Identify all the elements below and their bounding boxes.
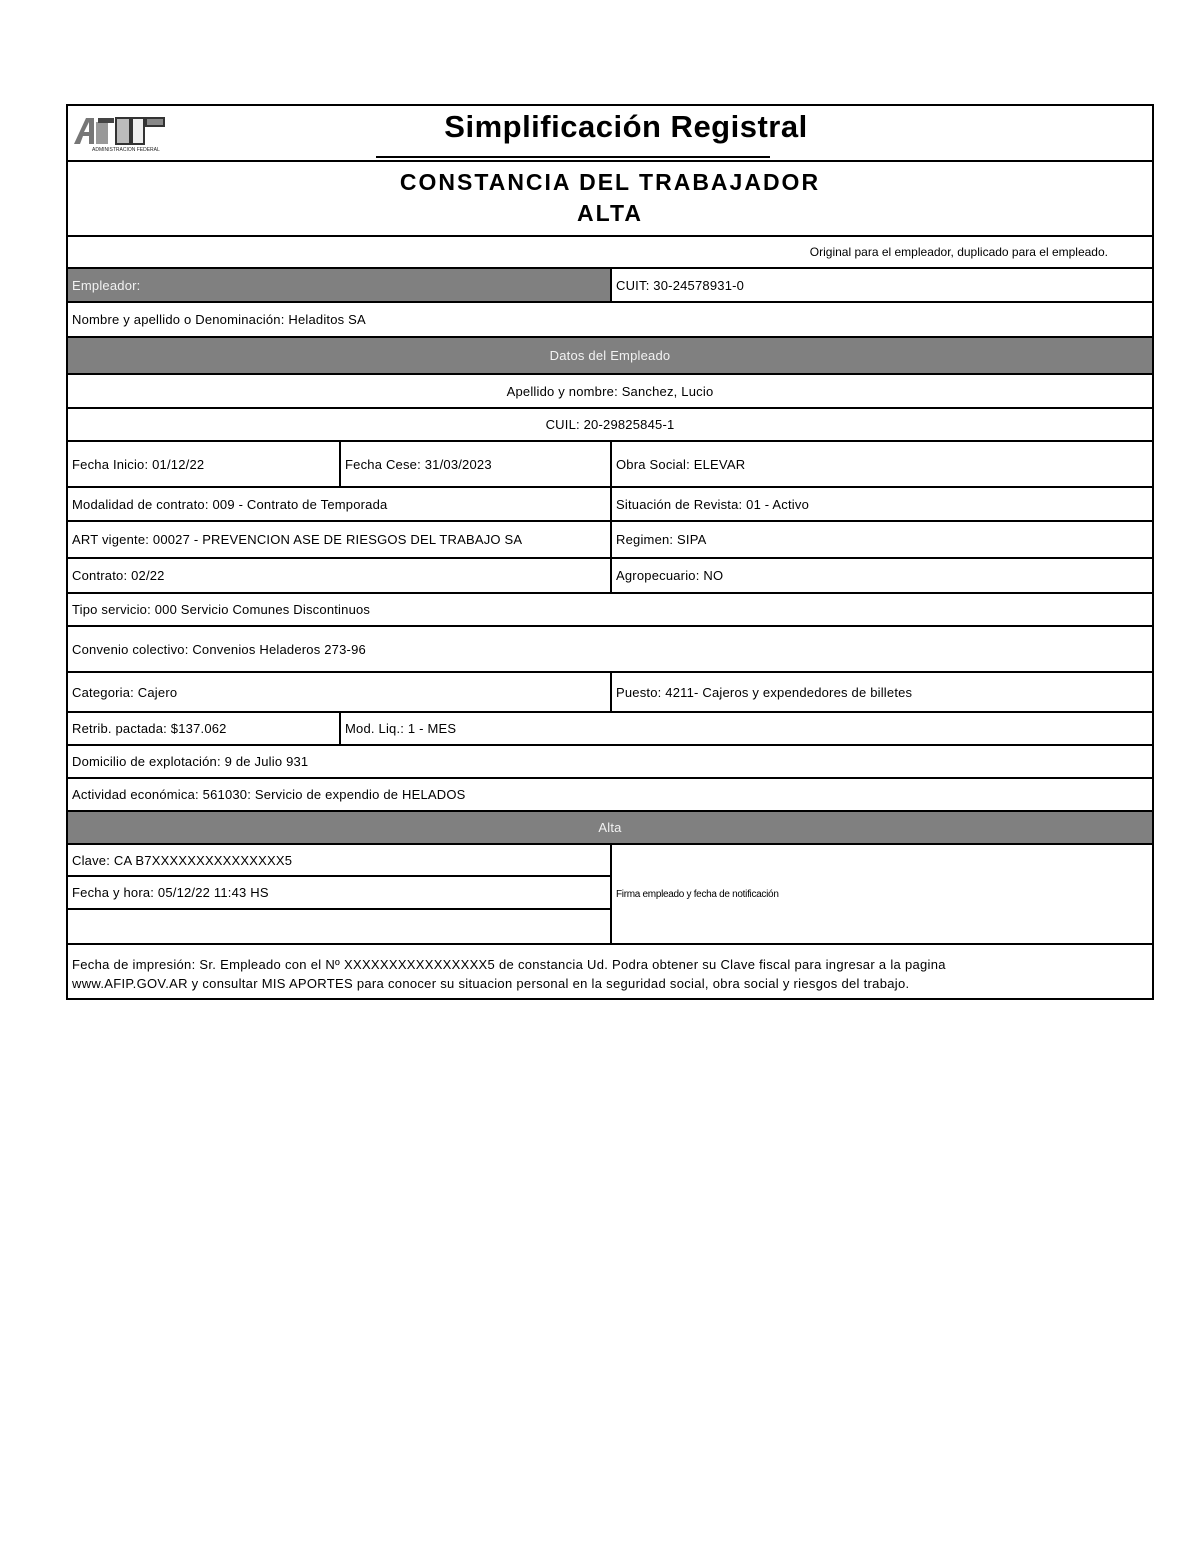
employee-name-row: [68, 375, 1152, 409]
constancia-document: [66, 104, 1154, 1000]
alta-section-header: [68, 812, 1152, 845]
agreement-row: [68, 627, 1152, 673]
footer-row: [68, 945, 1152, 998]
footer-text: [72, 955, 1148, 993]
collective-agreement: Convenio colectivo: Convenios Heladeros 273-96: [72, 641, 366, 657]
contract-type: Modalidad de contrato: 009 - Contrato de Temporada: [72, 496, 388, 512]
alta-block: [68, 845, 1152, 945]
alta-key: Clave: CA B7XXXXXXXXXXXXXXX5: [68, 845, 610, 877]
dates-row: [68, 442, 1152, 488]
agro: Agropecuario: NO: [610, 559, 1152, 592]
footer-line-2: www.AFIP.GOV.AR y consultar MIS APORTES para conocer su situacion personal en la seguridad social, obra social y riesgos del trabajo.: [72, 976, 910, 991]
employee-section-label: Datos del Empleado: [549, 348, 671, 363]
contract-row: [68, 559, 1152, 594]
copy-note-row: [68, 237, 1152, 269]
document-subheading: ALTA: [577, 200, 643, 226]
afip-logo: [72, 114, 190, 152]
alta-datetime: Fecha y hora: 05/12/22 11:43 HS: [68, 877, 610, 910]
service-type-row: [68, 594, 1152, 627]
employee-section-header: [68, 338, 1152, 375]
employer-row: [68, 269, 1152, 303]
art-insurer: ART vigente: 00027 - PREVENCION ASE DE RIESGOS DEL TRABAJO SA: [72, 532, 523, 547]
alta-blank-cell: [68, 910, 610, 943]
regime: Regimen: SIPA: [610, 522, 1152, 557]
footer-line-1: Fecha de impresión: Sr. Empleado con el Nº XXXXXXXXXXXXXXXX5 de constancia Ud. Podra obtener su Clave fiscal para ingresar a la pagina: [72, 957, 946, 972]
category: Categoria: Cajero: [72, 684, 178, 700]
position: Puesto: 4211- Cajeros y expendedores de billetes: [610, 673, 1152, 711]
document-heading: CONSTANCIA DEL TRABAJADOR: [399, 169, 821, 195]
salary: Retrib. pactada: $137.062: [72, 721, 227, 736]
employer-name-row: [68, 303, 1152, 338]
employer-cuit: CUIT: 30-24578931-0: [610, 269, 1152, 301]
service-type: Tipo servicio: 000 Servicio Comunes Discontinuos: [72, 602, 371, 617]
employee-full-name: Apellido y nombre: Sanchez, Lucio: [506, 383, 714, 399]
start-date: Fecha Inicio: 01/12/22: [72, 456, 205, 472]
heading-row: [68, 162, 1152, 237]
contract-type-row: [68, 488, 1152, 522]
employee-cuil: CUIL: 20-29825845-1: [545, 417, 675, 432]
art-row: [68, 522, 1152, 559]
employer-name: Nombre y apellido o Denominación: Heladitos SA: [72, 312, 366, 327]
contract: Contrato: 02/22: [72, 568, 165, 583]
signature-field: Firma empleado y fecha de notificación: [610, 845, 1152, 943]
svg-text:ADMINISTRACION FEDERAL: ADMINISTRACION FEDERAL: [92, 147, 160, 152]
health-plan: Obra Social: ELEVAR: [610, 442, 1152, 486]
alta-section-label: Alta: [598, 820, 622, 835]
page-title: Simplificación Registral: [444, 109, 808, 144]
employee-cuil-row: [68, 409, 1152, 442]
activity-row: [68, 779, 1152, 812]
work-address: Domicilio de explotación: 9 de Julio 931: [72, 754, 309, 769]
title-underline: [376, 156, 770, 158]
economic-activity: Actividad económica: 561030: Servicio de expendio de HELADOS: [72, 787, 466, 802]
header-row: [68, 106, 1152, 162]
employer-label: Empleador:: [68, 269, 610, 301]
salary-row: [68, 713, 1152, 746]
end-date: Fecha Cese: 31/03/2023: [339, 442, 610, 486]
category-row: [68, 673, 1152, 713]
settlement-mode: Mod. Liq.: 1 - MES: [339, 713, 1152, 744]
address-row: [68, 746, 1152, 779]
employment-status: Situación de Revista: 01 - Activo: [610, 488, 1152, 520]
copy-note: Original para el empleador, duplicado para el empleado.: [809, 245, 1108, 259]
